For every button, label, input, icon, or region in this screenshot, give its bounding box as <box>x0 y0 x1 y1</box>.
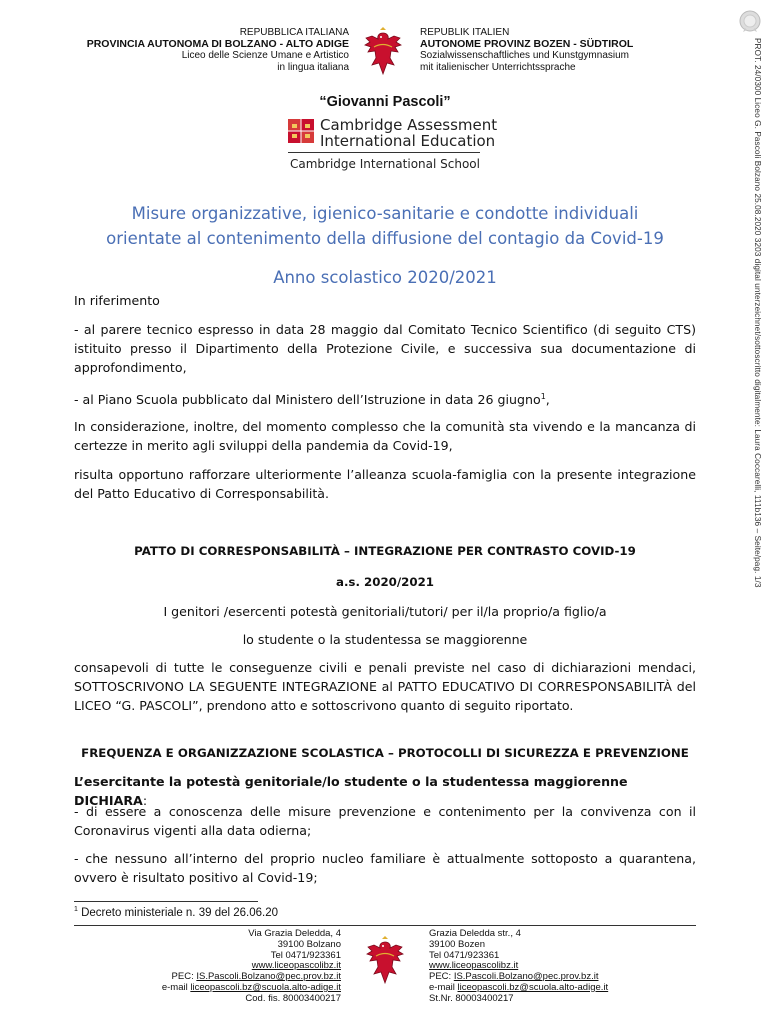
header-right-province: AUTONOME PROVINZ BOZEN - SÜDTIROL <box>420 37 634 50</box>
header-right-language: mit italienischer Unterrichtssprache <box>420 61 576 73</box>
footer-left-tel: Tel 0471/923361 <box>270 949 341 961</box>
patto-year: a.s. 2020/2021 <box>335 575 435 589</box>
cambridge-crest-icon <box>288 119 314 148</box>
intro-paragraph-alleanza: risulta opportuno rafforzare ulteriormente l’alleanza scuola-famiglia con la presente integrazione del Patto Educativo di Corresponsabilità. <box>74 467 696 501</box>
footer-right-tel: Tel 0471/923361 <box>429 949 500 961</box>
header-left-country: REPUBBLICA ITALIANA <box>239 27 349 38</box>
footnote: $^1$ Decreto ministeriale n. 39 del 26.06.20 <box>74 906 278 919</box>
intro-in-riferimento: In riferimento <box>74 293 160 308</box>
footer-left <box>100 929 341 1005</box>
document-title <box>60 201 710 251</box>
title-line2: orientate al contenimento della diffusione del contagio da Covid-19 <box>106 229 664 248</box>
footer-right-pec[interactable]: PEC: IS.Pascoli.Bolzano@pec.prov.bz.it <box>429 971 599 983</box>
footer-left-city: 39100 Bolzano <box>277 938 341 950</box>
header-right-school: Sozialwissenschaftliches und Kunstgymnasium <box>420 50 629 61</box>
patto-heading: PATTO DI CORRESPONSABILITÀ – INTEGRAZIONE PER CONTRASTO COVID-19 <box>134 544 636 558</box>
cambridge-logo-text <box>320 117 497 149</box>
tyrol-eagle-icon <box>362 27 404 82</box>
footer-left-pec[interactable]: PEC: IS.Pascoli.Bolzano@pec.prov.bz.it <box>171 971 341 983</box>
frequenza-dichiara: L’esercitante la potestà genitoriale/lo studente o la studentessa maggiorenne DICHIARA: <box>74 774 628 808</box>
seal-icon <box>739 10 761 32</box>
tyrol-eagle-icon <box>364 936 406 991</box>
footer-divider <box>74 925 696 926</box>
header-left-school: Liceo delle Scienze Umane e Artistico <box>181 50 349 61</box>
school-year-title: Anno scolastico 2020/2021 <box>273 268 497 287</box>
footer-right-address: Grazia Deledda str., 4 <box>429 928 521 939</box>
footer-right-city: 39100 Bozen <box>429 938 485 950</box>
intro-paragraph-piano: - al Piano Scuola pubblicato dal Ministero dell’Istruzione in data 26 giugno$^1$, <box>74 392 550 408</box>
school-name: “Giovanni Pascoli” <box>319 94 451 110</box>
frequenza-item-quarantena: - che nessuno all’interno del proprio nucleo familiare è attualmente sottoposto a quarantena, ovvero è risultato positivo al Covid-19; <box>74 851 696 885</box>
intro-paragraph-considerazione: In considerazione, inoltre, del momento complesso che la comunità sta vivendo e la mancanza di certezze in merito agli sviluppi della pandemia da Covid-19, <box>74 419 696 453</box>
footer-left-fiscal: Cod. fis. 80003400217 <box>245 992 341 1004</box>
header-right-country: REPUBLIK ITALIEN <box>420 27 510 38</box>
intro-paragraph-cts: - al parere tecnico espresso in data 28 maggio dal Comitato Tecnico Scientifico (di seguito CTS) istituito presso il Dipartimento della Protezione Civile, e successiva sua documentazione di approfondimento, <box>74 322 696 375</box>
patto-genitori-line: I genitori /esercenti potestà genitoriali/tutori/ per il/la proprio/a figlio/a <box>163 604 607 619</box>
patto-consapevoli-paragraph: consapevoli di tutte le conseguenze civili e penali previste nel caso di dichiarazioni mendaci, SOTTOSCRIVONO LA SEGUENTE INTEGRAZIONE al PATTO EDUCATIVO DI CORRESPONSABILITÀ del LICEO “G. PASCOLI”, prendono atto e sottoscrivono quanto di seguito riportato. <box>74 660 696 713</box>
cambridge-divider <box>288 152 480 153</box>
footer-right-fiscal: St.Nr. 80003400217 <box>429 992 514 1004</box>
footnote-divider <box>74 901 258 902</box>
footer-right <box>429 929 689 1005</box>
cambridge-school: Cambridge International School <box>290 157 480 171</box>
footer-right-web[interactable]: www.liceopascolibz.it <box>429 960 519 972</box>
cambridge-line1: Cambridge Assessment <box>320 116 498 134</box>
footer-right-email[interactable]: e-mail liceopascoli.bz@scuola.alto-adige.it <box>429 981 609 993</box>
footer-left-email[interactable]: e-mail liceopascoli.bz@scuola.alto-adige.it <box>161 981 341 993</box>
header-left-language: in lingua italiana <box>277 61 349 73</box>
title-line1: Misure organizzative, igienico-sanitarie e condotte individuali <box>131 204 639 223</box>
footer-left-web[interactable]: www.liceopascolibz.it <box>251 960 341 972</box>
footer-left-address: Via Grazia Deledda, 4 <box>248 928 341 939</box>
cambridge-line2: International Education <box>320 132 496 150</box>
header-left-province: PROVINCIA AUTONOMA DI BOLZANO - ALTO ADIGE <box>86 37 349 50</box>
side-stamp: PROT. 24/0300 Liceo G. Pascoli Bolzano 25.08.2020 3203 digital unterzeichnet/sottoscritto digitalmente: Laura Coccarelli, 111b136 – Seite/pag. 1/3 <box>753 38 762 588</box>
frequenza-item-misure: - di essere a conoscenza delle misure prevenzione e contenimento per la convivenza con il Coronavirus vigenti alla data odierna; <box>74 804 696 838</box>
patto-studente-line: lo studente o la studentessa se maggiorenne <box>242 632 528 647</box>
frequenza-heading: FREQUENZA E ORGANIZZAZIONE SCOLASTICA – PROTOCOLLI DI SICUREZZA E PREVENZIONE <box>81 746 689 760</box>
header-left <box>40 27 349 73</box>
footnote-ref[interactable]: 1 <box>540 392 546 401</box>
header-right <box>420 27 720 73</box>
